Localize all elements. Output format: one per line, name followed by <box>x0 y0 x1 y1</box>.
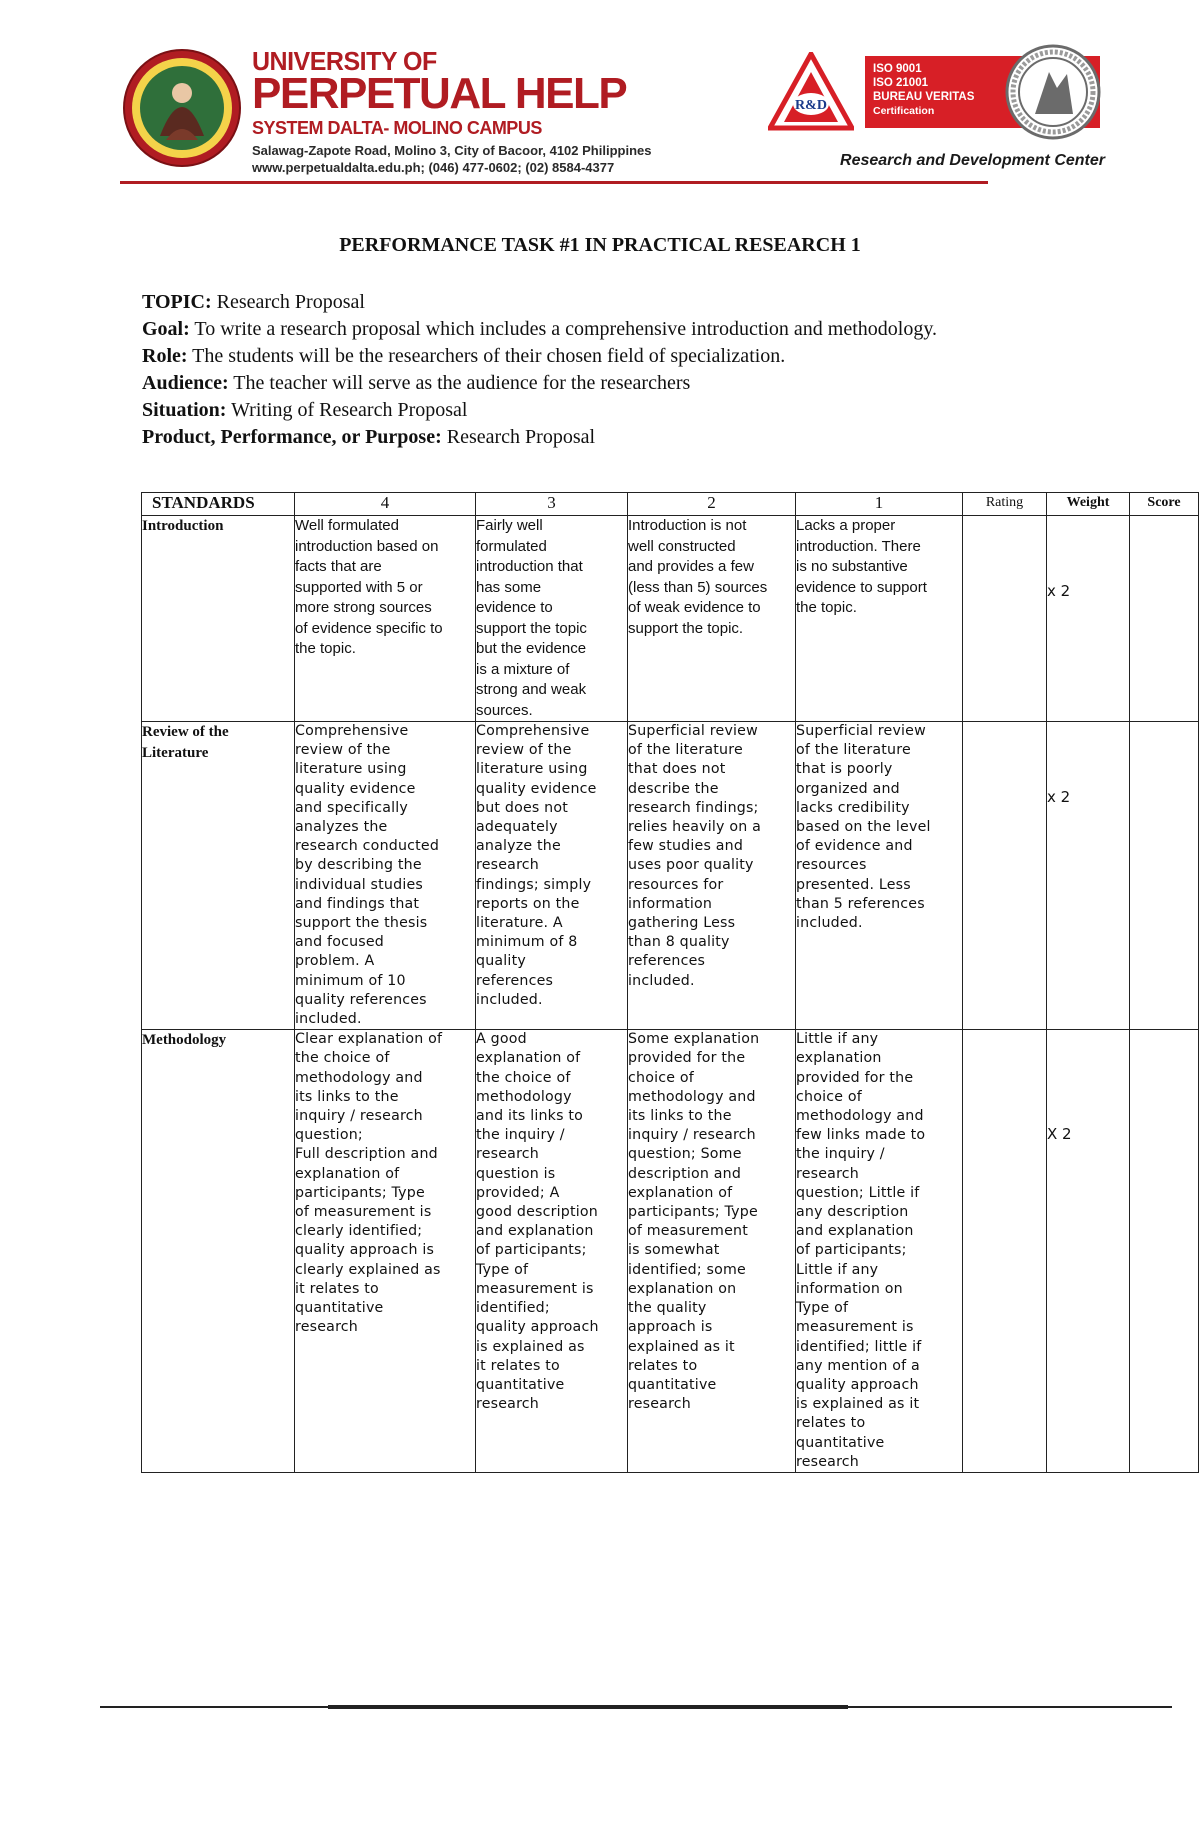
footer-divider <box>100 1706 1172 1708</box>
audience-line <box>142 370 1002 397</box>
topic-label: TOPIC: <box>142 291 212 313</box>
header-rating: Rating <box>963 493 1047 516</box>
university-name-line1: UNIVERSITY OF <box>252 46 437 77</box>
header-score: Score <box>1130 493 1199 516</box>
university-address: Salawag-Zapote Road, Molino 3, City of Bacoor, 4102 Philippines <box>252 143 652 158</box>
review-rating <box>963 722 1047 1030</box>
review-score <box>1130 722 1199 1030</box>
intro-level-4: Well formulated introduction based on facts that are supported with 5 or more strong sources of evidence specific to the topic. <box>295 516 476 722</box>
table-row <box>142 1030 1199 1473</box>
situation-line <box>142 397 1002 424</box>
audience-label: Audience: <box>142 372 229 394</box>
method-level-1: Little if any explanation provided for the choice of methodology and few links made to the inquiry / research question; Little if any description and explanation of participants; Little if any information on Type of measurement is identified; little if any mention of a quality approach is explained as it relates to quantitative research <box>796 1030 963 1473</box>
method-score <box>1130 1030 1199 1473</box>
product-label: Product, Performance, or Purpose: <box>142 426 442 448</box>
rubric-header-row <box>142 493 1199 516</box>
standard-review-of-literature: Review of the Literature <box>142 722 295 1030</box>
university-name-block <box>252 48 651 176</box>
role-line <box>142 343 1002 370</box>
header-score-1: 1 <box>796 493 963 516</box>
topic-value: Research Proposal <box>211 291 365 313</box>
review-level-1: Superficial review of the literature that is poorly organized and lacks credibility based on the level of evidence and resources presented. Less than 5 references included. <box>796 722 963 1030</box>
research-center-label: Research and Development Center <box>840 152 1105 169</box>
product-value: Research Proposal <box>441 426 596 448</box>
table-row <box>142 516 1199 722</box>
goal-line <box>142 316 1002 343</box>
svg-text:R&D: R&D <box>795 98 827 113</box>
iso-line-3: BUREAU VERITAS <box>873 91 975 103</box>
goal-value: To write a research proposal which includes a comprehensive introduction and methodology. <box>189 318 938 340</box>
campus-name: SYSTEM DALTA- MOLINO CAMPUS <box>252 118 542 138</box>
intro-level-3: Fairly well formulated introduction that has some evidence to support the topic but the evidence is a mixture of strong and weak sources. <box>476 516 628 722</box>
intro-score <box>1130 516 1199 722</box>
intro-weight: x 2 <box>1047 516 1130 722</box>
role-label: Role: <box>142 345 188 367</box>
header-standards: STANDARDS <box>142 493 295 516</box>
intro-level-2: Introduction is not well constructed and provides a few (less than 5) sources of weak evidence to support the topic. <box>628 516 796 722</box>
bureau-veritas-seal-icon <box>1005 44 1101 140</box>
iso-line-4: Certification <box>873 105 935 117</box>
standard-introduction: Introduction <box>142 516 295 722</box>
document-title: PERFORMANCE TASK #1 IN PRACTICAL RESEARCH 1 <box>339 234 861 256</box>
intro-rating <box>963 516 1047 722</box>
iso-line-1: ISO 9001 <box>873 63 922 75</box>
university-seal-icon <box>122 48 242 168</box>
goal-label: Goal: <box>142 318 190 340</box>
standard-methodology: Methodology <box>142 1030 295 1473</box>
audience-value: The teacher will serve as the audience for the researchers <box>228 372 691 394</box>
header-score-3: 3 <box>476 493 628 516</box>
review-level-2: Superficial review of the literature that does not describe the research findings; relies heavily on a few studies and uses poor quality resources for information gathering Less than 8 quality references included. <box>628 722 796 1030</box>
header-score-4: 4 <box>295 493 476 516</box>
situation-value: Writing of Research Proposal <box>226 399 468 421</box>
method-level-4: Clear explanation of the choice of methodology and its links to the inquiry / research question; Full description and explanation of participants; Type of measurement is clearly identified; quality approach is clearly explained as it relates to quantitative research <box>295 1030 476 1473</box>
method-rating <box>963 1030 1047 1473</box>
university-name-line2: PERPETUAL HELP <box>252 69 627 118</box>
review-level-4: Comprehensive review of the literature using quality evidence and specifically analyzes the research conducted by describing the individual studies and findings that support the thesis and focused problem. A minimum of 10 quality references included. <box>295 722 476 1030</box>
situation-label: Situation: <box>142 399 227 421</box>
header-score-2: 2 <box>628 493 796 516</box>
method-level-3: A good explanation of the choice of methodology and its links to the inquiry / research question is provided; A good description and explanation of participants; Type of measurement is identified; quality approach is explained as it relates to quantitative research <box>476 1030 628 1473</box>
method-level-2: Some explanation provided for the choice of methodology and its links to the inquiry / research question; Some description and explanation of participants; Type of measurement is somewhat identified; some explanation on the quality approach is explained as it relates to quantitative research <box>628 1030 796 1473</box>
review-level-3: Comprehensive review of the literature using quality evidence but does not adequately analyze the research findings; simply reports on the literature. A minimum of 8 quality references included. <box>476 722 628 1030</box>
header-divider <box>120 181 988 184</box>
iso-line-2: ISO 21001 <box>873 77 928 89</box>
rd-center-logo-icon <box>768 52 854 132</box>
intro-level-1: Lacks a proper introduction. There is no substantive evidence to support the topic. <box>796 516 963 722</box>
review-weight: x 2 <box>1047 722 1130 1030</box>
role-value: The students will be the researchers of their chosen field of specialization. <box>187 345 786 367</box>
university-contact: www.perpetualdalta.edu.ph; (046) 477-0602; (02) 8584-4377 <box>252 160 615 175</box>
rubric-table <box>141 492 1199 1473</box>
letterhead <box>120 42 1140 182</box>
product-line <box>142 424 1002 451</box>
topic-line <box>142 289 1002 316</box>
table-row <box>142 722 1199 1030</box>
task-details <box>142 289 1002 451</box>
header-weight: Weight <box>1047 493 1130 516</box>
method-weight: X 2 <box>1047 1030 1130 1473</box>
